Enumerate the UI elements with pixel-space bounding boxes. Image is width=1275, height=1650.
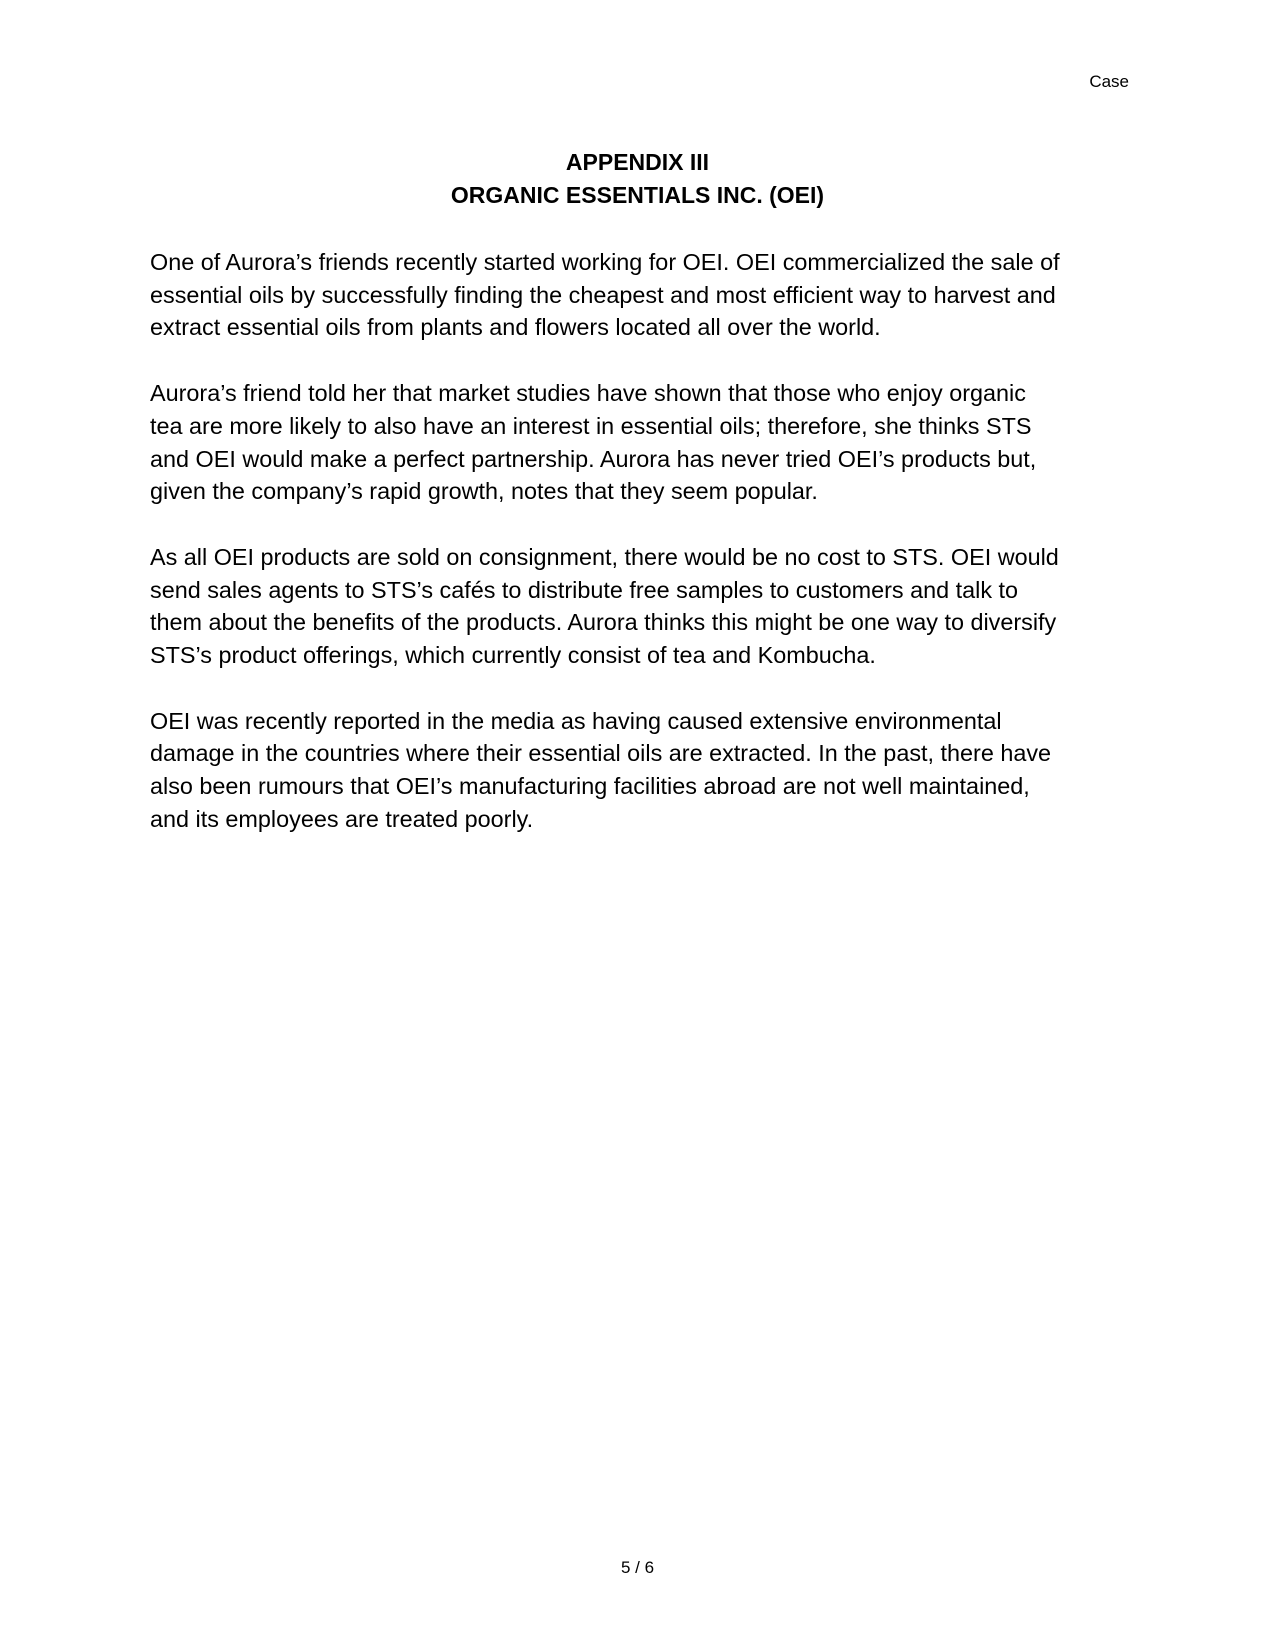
text-line: OEI was recently reported in the media as having caused extensive environmental [150,707,1002,734]
appendix-title [0,146,1275,212]
text-line: As all OEI products are sold on consignment, there would be no cost to STS. OEI would [150,543,1059,570]
text-line: and its employees are treated poorly. [150,805,534,832]
text-line: Aurora’s friend told her that market studies have shown that those who enjoy organic [150,380,1026,407]
text-line: them about the benefits of the products. Aurora thinks this might be one way to diversify [150,609,1057,636]
paragraph-2 [150,377,1132,508]
paragraph-1 [150,246,1132,344]
text-line: damage in the countries where their essential oils are extracted. In the past, there have [150,740,1052,767]
paragraph-4 [150,705,1132,836]
text-line: send sales agents to STS’s cafés to distribute free samples to customers and talk to [150,576,1019,603]
page-number: 5 / 6 [620,1558,655,1577]
text-line: STS’s product offerings, which currently consist of tea and Kombucha. [150,642,876,669]
text-line: One of Aurora’s friends recently started working for OEI. OEI commercialized the sale of [150,249,1060,275]
document-body [150,246,1132,869]
text-line: tea are more likely to also have an interest in essential oils; therefore, she thinks STS [150,412,1032,439]
paragraph-3 [150,541,1132,672]
text-line: extract essential oils from plants and flowers located all over the world. [150,314,881,341]
text-line: and OEI would make a perfect partnership. Aurora has never tried OEI’s products but, [150,445,1037,472]
text-line: also been rumours that OEI’s manufacturing facilities abroad are not well maintained, [150,773,1030,800]
appendix-title-line-2: ORGANIC ESSENTIALS INC. (OEI) [450,182,825,208]
appendix-title-line-1: APPENDIX III [565,149,710,175]
text-line: essential oils by successfully finding the cheapest and most efficient way to harvest and [150,281,1056,308]
text-line: given the company’s rapid growth, notes that they seem popular. [150,478,818,505]
header-case-label: Case [1089,72,1129,91]
